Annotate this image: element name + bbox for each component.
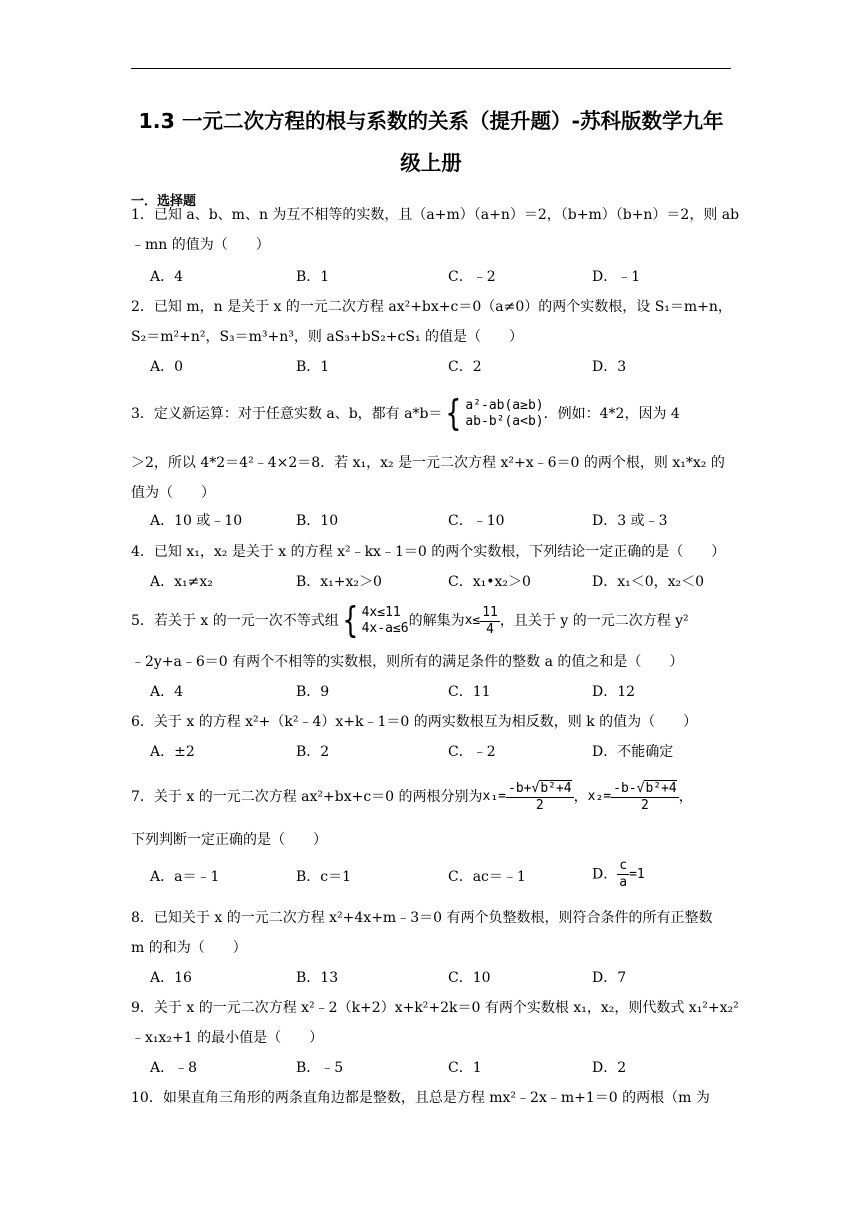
q8-options (150, 969, 750, 987)
q9-options (150, 1059, 750, 1077)
q5-options (150, 683, 750, 701)
q8-option-d[interactable]: D．7 (592, 970, 627, 986)
q2-line-2: S₂＝m²+n²，S₃＝m³+n³，则 aS₃+bS₂+cS₁ 的值是（ ） (131, 329, 524, 345)
q5-solution-x: x≤ (464, 613, 481, 628)
q3-brace: { (445, 393, 462, 434)
q3-text-prefix: 3．定义新运算：对于任意实数 a、b，都有 a*b＝ (131, 406, 443, 422)
q1-option-b[interactable]: B．1 (296, 269, 330, 285)
q8-line-2: m 的和为（ ） (131, 940, 247, 956)
q2-option-a[interactable]: A．0 (150, 359, 184, 375)
q7-text-prefix: 7．关于 x 的一元二次方程 ax²+bx+c＝0 的两根分别为 (131, 789, 483, 805)
q7-separator: ， (573, 789, 588, 805)
q7-option-d-prefix: D． (592, 866, 618, 883)
q7-option-d-num: c (619, 858, 628, 873)
q7-option-d-fraction (617, 858, 629, 891)
q7-text-suffix: ， (678, 789, 693, 805)
q5-text-mid: 的解集为 (408, 613, 465, 629)
q5-option-c[interactable]: C．11 (448, 684, 491, 700)
document-title (131, 100, 731, 184)
q7-option-a[interactable]: A．a＝﹣1 (150, 869, 220, 885)
q7-x2-fraction: $\frac{\text{-b-√b²+4}}{2}$ (613, 780, 677, 813)
q2-option-b[interactable]: B．1 (296, 359, 330, 375)
q7-option-d-suffix: =1 (629, 866, 645, 882)
q6-line-1: 6．关于 x 的方程 x²+（k²﹣4）x+k﹣1＝0 的两实数根互为相反数，则 k 的值为（ ） (131, 714, 698, 730)
q7-option-d[interactable] (592, 858, 645, 891)
q3-text-suffix: ．例如：4*2，因为 4 (543, 406, 680, 422)
q4-options (150, 573, 750, 591)
q7-x1-num-sqrt: b²+4 (540, 780, 572, 796)
q4-option-c[interactable]: C．x₁•x₂＞0 (448, 574, 531, 590)
q7-x2-num-sqrt: b²+4 (645, 780, 677, 796)
q2-option-d[interactable]: D．3 (592, 359, 627, 375)
q1-option-a[interactable]: A．4 (150, 269, 184, 285)
q3-case-1: a²-ab(a≥b) (465, 398, 544, 413)
q7-option-b[interactable]: B．c＝1 (296, 869, 352, 885)
q7-options (150, 858, 750, 890)
q6-option-d[interactable]: D．不能确定 (592, 744, 674, 760)
q6-option-c[interactable]: C．﹣2 (448, 744, 496, 760)
q5-text-prefix: 5．若关于 x 的一元一次不等式组 (131, 613, 339, 629)
header-rule (131, 68, 731, 69)
q4-option-b[interactable]: B．x₁+x₂＞0 (296, 574, 382, 590)
q8-option-b[interactable]: B．13 (296, 970, 339, 986)
q3-piecewise (465, 398, 543, 430)
q2-options (150, 358, 750, 376)
q7-x2-num-a: -b- (613, 780, 637, 796)
q4-option-d[interactable]: D．x₁＜0，x₂＜0 (592, 574, 705, 590)
q7-x1-den: 2 (535, 797, 544, 813)
title-line-1: 1.3 一元二次方程的根与系数的关系（提升题）-苏科版数学九年 (138, 109, 724, 133)
q8-option-a[interactable]: A．16 (150, 970, 192, 986)
q5-line-2: ﹣2y+a﹣6＝0 有两个不相等的实数根，则所有的满足条件的整数 a 的值之和是（ ） (131, 654, 684, 670)
q6-option-a[interactable]: A．±2 (150, 744, 195, 760)
q3-line-3: 值为（ ） (131, 485, 215, 501)
q2-line-1: 2．已知 m，n 是关于 x 的一元二次方程 ax²+bx+c＝0（a≠0）的两个实数根，设 S₁＝m+n， (131, 299, 732, 315)
q3-options (150, 512, 750, 530)
q5-option-d[interactable]: D．12 (592, 684, 636, 700)
q5-inequality-1: 4x≤11 (361, 605, 401, 620)
q9-option-a[interactable]: A．﹣8 (150, 1060, 198, 1076)
q4-option-a[interactable]: A．x₁≠x₂ (150, 574, 213, 590)
q9-line-1: 9．关于 x 的一元二次方程 x²﹣2（k+2）x+k²+2k＝0 有两个实数根 x₁，x₂，则代数式 x₁²+x₂² (131, 1000, 739, 1016)
q5-line-1 (131, 600, 689, 642)
q6-option-b[interactable]: B．2 (296, 744, 330, 760)
q5-frac-num: 11 (482, 604, 498, 620)
q7-x1-fraction: $\frac{\text{-b+√b²+4}}{2}$ (508, 780, 572, 813)
q6-options (150, 743, 750, 761)
q7-line-1 (131, 777, 693, 817)
q5-solution-fraction (480, 605, 500, 638)
q1-option-c[interactable]: C．﹣2 (448, 269, 496, 285)
title-line-2: 级上册 (400, 151, 462, 175)
q10-line-1: 10．如果直角三角形的两条直角边都是整数，且总是方程 mx²﹣2x﹣m+1＝0 的两根（m 为 (131, 1090, 710, 1106)
q5-inequality-2: 4x-a≤6 (361, 621, 409, 636)
q7-x1-num-a: -b+ (508, 780, 532, 796)
q5-option-b[interactable]: B．9 (296, 684, 330, 700)
section-heading: 一．选择题 (131, 194, 197, 209)
q5-brace: { (342, 600, 359, 641)
q7-x2-den: 2 (641, 797, 649, 813)
q3-option-a[interactable]: A．10 或﹣10 (150, 513, 243, 529)
q8-option-c[interactable]: C．10 (448, 970, 491, 986)
q7-x2-label: x₂= (587, 789, 612, 804)
q7-option-c[interactable]: C．ac＝﹣1 (448, 869, 526, 885)
q9-option-d[interactable]: D．2 (592, 1060, 627, 1076)
q5-frac-den: 4 (486, 621, 494, 637)
q5-inequality-system (362, 605, 409, 637)
q3-option-d[interactable]: D．3 或﹣3 (592, 513, 668, 529)
q7-line-2: 下列判断一定正确的是（ ） (131, 832, 327, 848)
q3-line-2: ＞2，所以 4*2＝4²﹣4×2＝8．若 x₁，x₂ 是一元二次方程 x²+x﹣6＝0 的两个根，则 x₁*x₂ 的 (131, 455, 725, 471)
q8-line-1: 8．已知关于 x 的一元二次方程 x²+4x+m﹣3＝0 有两个负整数根，则符合条件的所有正整数 (131, 910, 713, 926)
q1-option-d[interactable]: D．﹣1 (592, 269, 641, 285)
q3-option-b[interactable]: B．10 (296, 513, 339, 529)
q5-option-a[interactable]: A．4 (150, 684, 184, 700)
q9-option-b[interactable]: B．﹣5 (296, 1060, 344, 1076)
q3-option-c[interactable]: C．﹣10 (448, 513, 505, 529)
q7-x1-label: x₁= (482, 789, 507, 804)
q7-option-d-den: a (619, 875, 628, 890)
q5-text-suffix: ，且关于 y 的一元二次方程 y² (499, 613, 689, 629)
q2-option-c[interactable]: C．2 (448, 359, 482, 375)
q3-line-1 (131, 393, 680, 435)
q9-option-c[interactable]: C．1 (448, 1060, 482, 1076)
q4-line-1: 4．已知 x₁，x₂ 是关于 x 的方程 x²﹣kx﹣1＝0 的两个实数根，下列结论一定正确的是（ ） (131, 544, 726, 560)
q3-case-2: ab-b²(a<b) (465, 414, 544, 429)
q1-line-2: ﹣mn 的值为（ ） (131, 237, 270, 253)
q1-options (150, 268, 750, 286)
q9-line-2: ﹣x₁x₂+1 的最小值是（ ） (131, 1030, 324, 1046)
q1-line-1: 1．已知 a、b、m、n 为互不相等的实数，且（a+m）（a+n）＝2，（b+m）（b+n）＝2，则 ab (131, 207, 740, 223)
